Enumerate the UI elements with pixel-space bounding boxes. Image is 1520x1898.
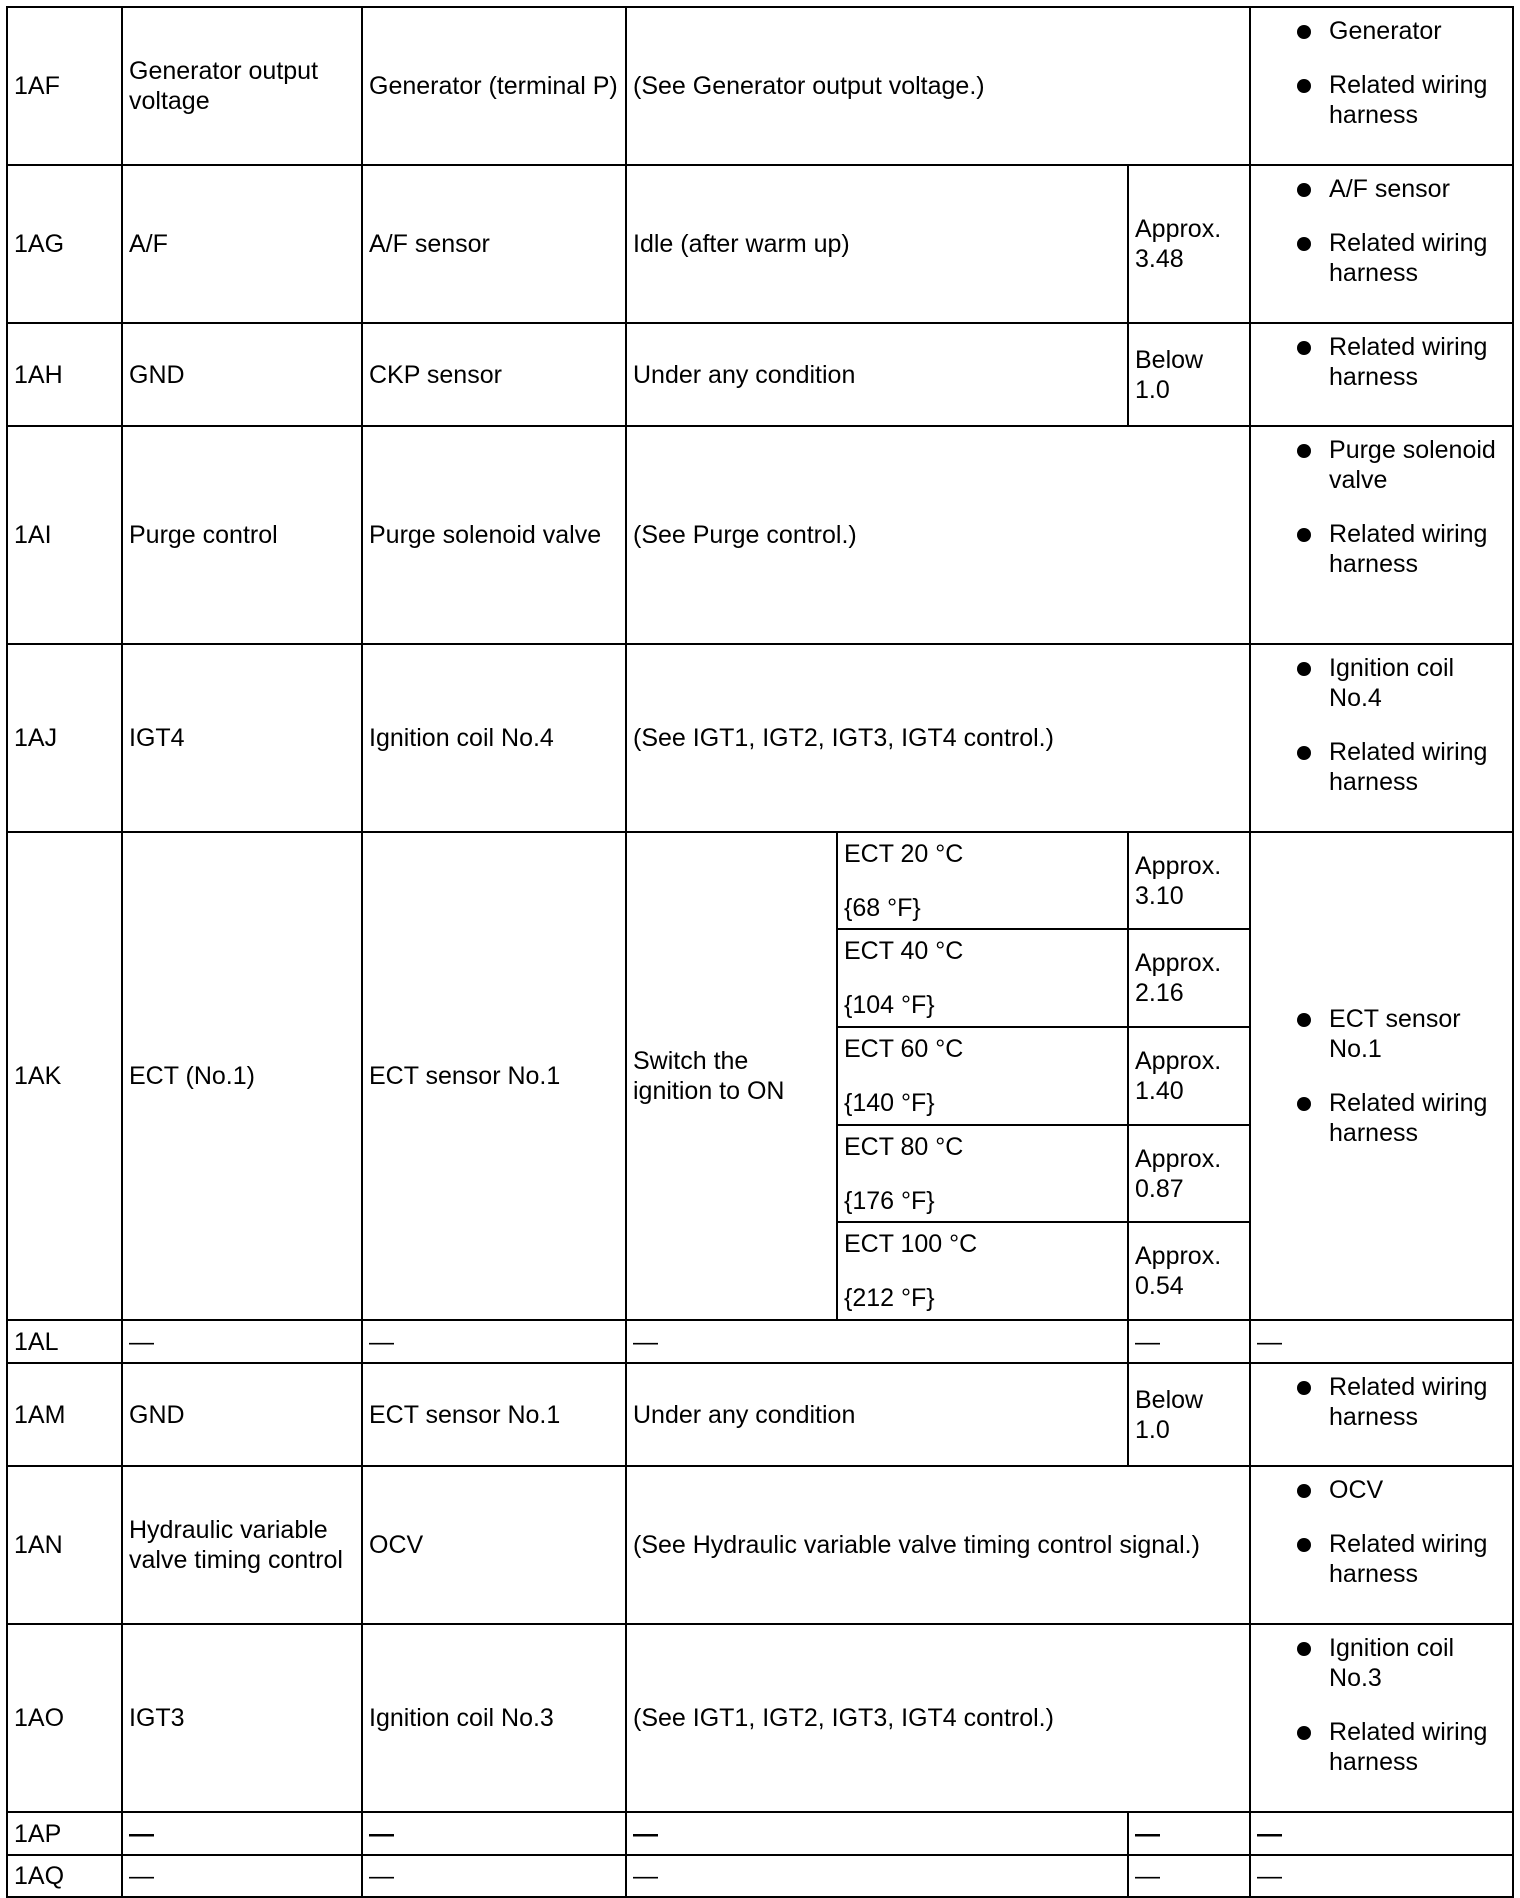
- terminal-cell: 1AN: [7, 1466, 122, 1624]
- list-item: Related wiring harness: [1257, 1372, 1506, 1432]
- voltage-cell: Approx. 2.16: [1128, 929, 1250, 1027]
- terminal-spec-table: [6, 6, 1514, 1898]
- ect-temp-cell: ECT 80 °C {176 °F}: [837, 1125, 1128, 1222]
- inspection-list: [1257, 1004, 1506, 1148]
- list-item: Related wiring harness: [1257, 737, 1506, 797]
- list-item: Related wiring harness: [1257, 1088, 1506, 1148]
- bullet-icon: [1297, 1726, 1311, 1740]
- list-item: Ignition coil No.3: [1257, 1633, 1506, 1693]
- condition-cell: (See IGT1, IGT2, IGT3, IGT4 control.): [626, 644, 1250, 832]
- voltage-cell: Below 1.0: [1128, 1363, 1250, 1466]
- table-row: [7, 1320, 1513, 1363]
- voltage-cell: —: [1128, 1320, 1250, 1363]
- inspection-list: [1257, 435, 1506, 579]
- table-row: [7, 1855, 1513, 1897]
- table-row: [7, 644, 1513, 832]
- bullet-icon: [1297, 183, 1311, 197]
- bullet-icon: [1297, 662, 1311, 676]
- terminal-cell: 1AI: [7, 426, 122, 644]
- list-item: Ignition coil No.4: [1257, 653, 1506, 713]
- inspection-list: [1257, 174, 1506, 288]
- connected-to-cell: —: [362, 1812, 626, 1855]
- bullet-icon: [1297, 25, 1311, 39]
- inspection-list: [1257, 1372, 1506, 1432]
- connected-to-cell: Ignition coil No.4: [362, 644, 626, 832]
- connected-to-cell: Ignition coil No.3: [362, 1624, 626, 1812]
- table-row: [7, 165, 1513, 323]
- table-row: [7, 1812, 1513, 1855]
- bullet-icon: [1297, 1484, 1311, 1498]
- terminal-cell: 1AJ: [7, 644, 122, 832]
- signal-cell: ECT (No.1): [122, 832, 362, 1320]
- signal-cell: A/F: [122, 165, 362, 323]
- list-item: ECT sensor No.1: [1257, 1004, 1506, 1064]
- terminal-cell: 1AM: [7, 1363, 122, 1466]
- table-row: [7, 832, 1513, 929]
- inspection-cell: [1250, 323, 1513, 426]
- inspection-cell: —: [1250, 1812, 1513, 1855]
- inspection-list: [1257, 653, 1506, 797]
- connected-to-cell: CKP sensor: [362, 323, 626, 426]
- signal-cell: IGT3: [122, 1624, 362, 1812]
- bullet-icon: [1297, 1097, 1311, 1111]
- signal-cell: Purge control: [122, 426, 362, 644]
- condition-cell: —: [626, 1855, 1128, 1897]
- table-row: [7, 426, 1513, 644]
- signal-cell: —: [122, 1320, 362, 1363]
- signal-cell: Generator output voltage: [122, 7, 362, 165]
- voltage-cell: Approx. 3.48: [1128, 165, 1250, 323]
- table-row: [7, 7, 1513, 165]
- terminal-cell: 1AG: [7, 165, 122, 323]
- terminal-cell: 1AL: [7, 1320, 122, 1363]
- condition-cell: (See Hydraulic variable valve timing control signal.): [626, 1466, 1250, 1624]
- condition-cell: (See Generator output voltage.): [626, 7, 1250, 165]
- condition-cell: (See Purge control.): [626, 426, 1250, 644]
- bullet-icon: [1297, 444, 1311, 458]
- bullet-icon: [1297, 1381, 1311, 1395]
- inspection-cell: [1250, 165, 1513, 323]
- inspection-cell: [1250, 1624, 1513, 1812]
- connected-to-cell: Generator (terminal P): [362, 7, 626, 165]
- condition-cell: Under any condition: [626, 323, 1128, 426]
- terminal-cell: 1AF: [7, 7, 122, 165]
- bullet-icon: [1297, 528, 1311, 542]
- inspection-list: [1257, 16, 1506, 130]
- terminal-cell: 1AO: [7, 1624, 122, 1812]
- terminal-cell: 1AK: [7, 832, 122, 1320]
- list-item: Related wiring harness: [1257, 1529, 1506, 1589]
- voltage-cell: Approx. 0.87: [1128, 1125, 1250, 1222]
- bullet-icon: [1297, 746, 1311, 760]
- list-item: Related wiring harness: [1257, 332, 1506, 392]
- inspection-cell: [1250, 644, 1513, 832]
- signal-cell: IGT4: [122, 644, 362, 832]
- inspection-cell: [1250, 1466, 1513, 1624]
- list-item: Purge solenoid valve: [1257, 435, 1506, 495]
- connected-to-cell: —: [362, 1320, 626, 1363]
- voltage-cell: Below 1.0: [1128, 323, 1250, 426]
- table-row: [7, 323, 1513, 426]
- list-item: OCV: [1257, 1475, 1506, 1505]
- condition-cell: Idle (after warm up): [626, 165, 1128, 323]
- inspection-list: [1257, 1633, 1506, 1777]
- connected-to-cell: —: [362, 1855, 626, 1897]
- table-row: [7, 1363, 1513, 1466]
- signal-cell: —: [122, 1855, 362, 1897]
- inspection-list: [1257, 332, 1506, 392]
- table-row: [7, 1624, 1513, 1812]
- connected-to-cell: Purge solenoid valve: [362, 426, 626, 644]
- terminal-cell: 1AP: [7, 1812, 122, 1855]
- signal-cell: GND: [122, 323, 362, 426]
- inspection-cell: —: [1250, 1320, 1513, 1363]
- condition-cell: Switch the ignition to ON: [626, 832, 837, 1320]
- signal-cell: —: [122, 1812, 362, 1855]
- inspection-cell: [1250, 426, 1513, 644]
- ect-temp-cell: ECT 100 °C {212 °F}: [837, 1222, 1128, 1320]
- terminal-cell: 1AQ: [7, 1855, 122, 1897]
- terminal-cell: 1AH: [7, 323, 122, 426]
- ect-temp-cell: ECT 40 °C {104 °F}: [837, 929, 1128, 1027]
- condition-cell: —: [626, 1812, 1128, 1855]
- bullet-icon: [1297, 341, 1311, 355]
- bullet-icon: [1297, 237, 1311, 251]
- condition-cell: (See IGT1, IGT2, IGT3, IGT4 control.): [626, 1624, 1250, 1812]
- ect-temp-cell: ECT 60 °C {140 °F}: [837, 1027, 1128, 1125]
- bullet-icon: [1297, 79, 1311, 93]
- signal-cell: Hydraulic variable valve timing control: [122, 1466, 362, 1624]
- voltage-cell: —: [1128, 1855, 1250, 1897]
- list-item: Related wiring harness: [1257, 228, 1506, 288]
- bullet-icon: [1297, 1538, 1311, 1552]
- inspection-cell: [1250, 7, 1513, 165]
- connected-to-cell: A/F sensor: [362, 165, 626, 323]
- table-row: [7, 1466, 1513, 1624]
- inspection-list: [1257, 1475, 1506, 1589]
- list-item: A/F sensor: [1257, 174, 1506, 204]
- connected-to-cell: OCV: [362, 1466, 626, 1624]
- inspection-cell: [1250, 1363, 1513, 1466]
- condition-cell: —: [626, 1320, 1128, 1363]
- inspection-cell: [1250, 832, 1513, 1320]
- signal-cell: GND: [122, 1363, 362, 1466]
- list-item: Related wiring harness: [1257, 1717, 1506, 1777]
- list-item: Related wiring harness: [1257, 519, 1506, 579]
- bullet-icon: [1297, 1642, 1311, 1656]
- inspection-cell: —: [1250, 1855, 1513, 1897]
- ect-temp-cell: ECT 20 °C {68 °F}: [837, 832, 1128, 929]
- list-item: Related wiring harness: [1257, 70, 1506, 130]
- voltage-cell: Approx. 0.54: [1128, 1222, 1250, 1320]
- condition-cell: Under any condition: [626, 1363, 1128, 1466]
- bullet-icon: [1297, 1013, 1311, 1027]
- connected-to-cell: ECT sensor No.1: [362, 1363, 626, 1466]
- connected-to-cell: ECT sensor No.1: [362, 832, 626, 1320]
- voltage-cell: Approx. 1.40: [1128, 1027, 1250, 1125]
- list-item: Generator: [1257, 16, 1506, 46]
- voltage-cell: Approx. 3.10: [1128, 832, 1250, 929]
- voltage-cell: —: [1128, 1812, 1250, 1855]
